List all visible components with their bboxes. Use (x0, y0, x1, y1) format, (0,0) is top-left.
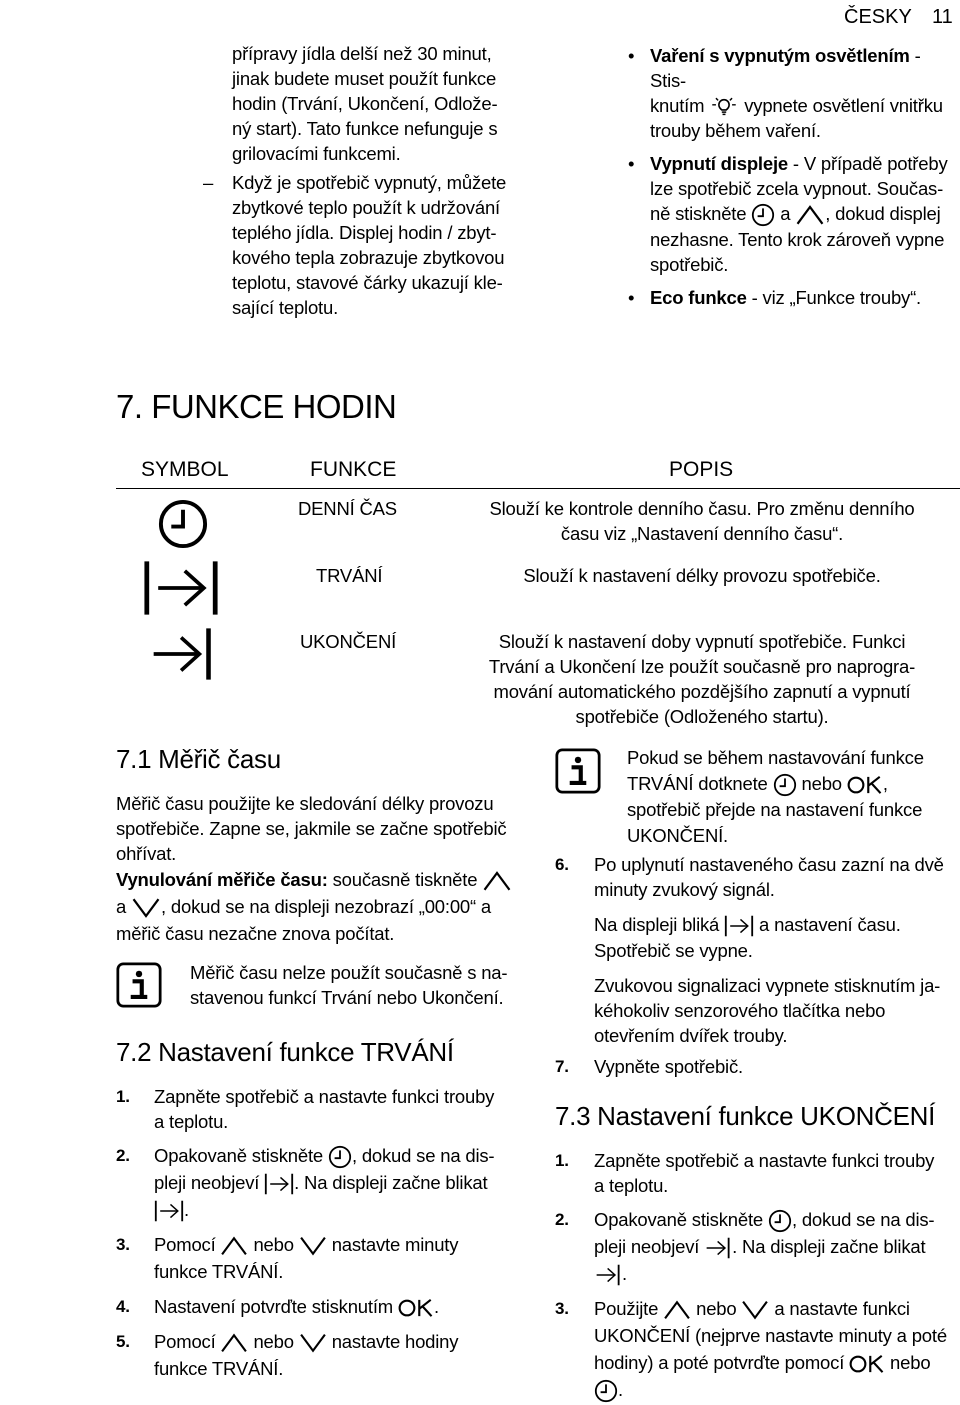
text-line: otevřením dvířek trouby. (594, 1025, 788, 1046)
step-3 (555, 1295, 960, 1403)
bullet-dot: • (628, 287, 635, 309)
step-6-main (555, 852, 960, 1048)
text: Spotřebič se vypne. (594, 940, 753, 961)
text-line: zbytkové teplo použít k udržování (232, 197, 500, 218)
text: Použijte (594, 1298, 659, 1320)
text: , dokud se na dis- (351, 1145, 495, 1166)
text-line: ohřívat. (116, 843, 177, 864)
text: nebo (890, 1352, 931, 1374)
up-arrow-icon (482, 870, 512, 892)
text: Zapněte spotřebič a nastavte funkci trouby (154, 1086, 495, 1107)
text-line: Slouží ke kontrole denního času. Pro změnu denního (489, 498, 915, 519)
language-label: ČESKY (844, 6, 912, 28)
text: a nastavte funkci (774, 1298, 910, 1320)
text: . (622, 1263, 627, 1285)
text: Pomocí (154, 1331, 216, 1353)
text: a teplotu. (594, 1175, 669, 1196)
step-number: 2. (116, 1146, 130, 1165)
text: nezhasne. Tento krok zároveň vypne (650, 229, 945, 251)
ok-icon (849, 1354, 885, 1374)
text: , dokud displej (825, 203, 941, 225)
clock-icon (773, 773, 797, 797)
down-arrow-icon (131, 897, 161, 919)
text: Zapněte spotřebič a nastavte funkci trouby (594, 1150, 935, 1171)
text: , (882, 773, 888, 794)
bullet-dot: • (628, 45, 635, 66)
section-7-1-title: 7.1 Měřič času (116, 744, 281, 774)
text: vypnete osvětlení vnitřku (744, 95, 943, 116)
step-number: 6. (555, 855, 569, 874)
text: a (116, 896, 127, 917)
text: UKONČENÍ. (627, 825, 728, 847)
step-6-sound (594, 973, 960, 1048)
text-line: Když je spotřebič vypnutý, můžete (232, 172, 507, 193)
dash-bullet: – (203, 172, 214, 193)
end-icon (704, 1237, 732, 1259)
text: . Na displeji začne blikat (732, 1236, 926, 1258)
left-paragraph-2 (232, 170, 532, 320)
section-7-3-title: 7.3 Nastavení funkce UKONČENÍ (555, 1101, 936, 1131)
step-6-blink (594, 912, 960, 964)
text: současně tiskněte (327, 869, 478, 890)
step-1 (555, 1148, 960, 1198)
text: lze spotřebič zcela vypnout. Součas- (650, 178, 944, 200)
clock-icon (157, 498, 209, 555)
text: - viz „Funkce trouby“. (746, 287, 921, 309)
text: nastavte minuty (331, 1234, 459, 1256)
text-line: Měřič času nelze použít současně s na- (190, 962, 508, 983)
clock-icon (751, 203, 775, 227)
text: UKONČENÍ (nejprve nastavte minuty a poté (594, 1325, 947, 1347)
step-3 (116, 1231, 536, 1285)
text-line: Zvukovou signalizaci vypnete stisknutím ja- (594, 975, 941, 996)
text: a nastavení času. (759, 914, 901, 935)
text-line: času viz „Nastavení denního času“. (560, 523, 844, 544)
table-header-rule (116, 488, 960, 489)
table-row-funkce: UKONČENÍ (300, 631, 397, 652)
text-line: kéhokoliv senzorového tlačítka nebo (594, 1000, 886, 1021)
ok-icon (847, 775, 883, 795)
text-line: teplotu, stavové čárky ukazují kle- (232, 272, 503, 293)
text: TRVÁNÍ dotknete (627, 773, 768, 794)
text-line: ný start). Tato funkce nefunguje s (232, 118, 498, 139)
text-line: kového tepla zobrazuje zbytkovou (232, 247, 505, 268)
text: nebo (696, 1298, 737, 1320)
text: spotřebič. (650, 254, 729, 276)
header-divider (266, 452, 268, 488)
text-line: minuty zvukový signál. (594, 879, 775, 900)
text: spotřebič přejde na nastavení funkce (627, 799, 923, 821)
text-line: hodin (Trvání, Ukončení, Odlože- (232, 93, 498, 114)
reset-title: Vynulování měřiče času: (116, 869, 328, 890)
text-line: Slouží k nastavení doby vypnutí spotřebiče. Funkci (498, 631, 906, 652)
step-number: 1. (116, 1087, 130, 1106)
table-row-popis (452, 629, 952, 729)
step-number: 1. (555, 1151, 569, 1170)
end-icon (594, 1264, 622, 1286)
text: , dokud se na dis- (791, 1209, 935, 1230)
text: Pokud se během nastavování funkce (627, 747, 924, 768)
s71-paragraph (116, 791, 536, 866)
text: Vypněte spotřebič. (594, 1056, 743, 1077)
text: nebo (253, 1331, 294, 1353)
text: - Stis- (650, 45, 921, 91)
step-number: 3. (555, 1299, 569, 1319)
right-info-note (627, 745, 957, 849)
text: Opakovaně stiskněte (154, 1145, 323, 1166)
left-paragraph-1 (232, 41, 532, 166)
text-line: Trvání a Ukončení lze použít současně pro naprogra- (488, 656, 916, 677)
text: Opakovaně stiskněte (594, 1209, 763, 1230)
text-line: spotřebiče. Zapne se, jakmile se začne spotřebič (116, 818, 507, 839)
down-arrow-icon (299, 1235, 327, 1257)
right-bullets (628, 43, 955, 310)
duration-icon (724, 915, 754, 937)
bullet-title: Vypnutí displeje (650, 153, 788, 175)
end-icon (150, 626, 214, 687)
bullet-eco (628, 285, 955, 310)
table-row-funkce: DENNÍ ČAS (298, 498, 397, 519)
step-5 (116, 1328, 536, 1382)
step-4 (116, 1293, 536, 1320)
clock-icon (328, 1145, 352, 1169)
section-7-2-title: 7.2 Nastavení funkce TRVÁNÍ (116, 1037, 454, 1067)
text: trouby během vaření. (650, 120, 821, 142)
duration-icon (264, 1173, 294, 1195)
text: nebo (253, 1234, 294, 1256)
text-line: Měřič času použijte ke sledování délky provozu (116, 793, 494, 814)
s71-info-note (190, 960, 530, 1010)
text: a teplotu. (154, 1111, 229, 1132)
text: . (618, 1379, 623, 1401)
text: Pomocí (154, 1234, 216, 1256)
text-line: mování automatického pozdějšího zapnutí a vypnutí (493, 681, 911, 702)
text: . (433, 1296, 439, 1318)
text-line: grilovacími funkcemi. (232, 143, 401, 164)
table-row-funkce: TRVÁNÍ (316, 565, 383, 586)
info-icon (555, 748, 601, 799)
text: Nastavení potvrďte stisknutím (154, 1296, 393, 1318)
step-number: 4. (116, 1297, 130, 1317)
text: nastavte hodiny (331, 1331, 459, 1353)
step-6 (555, 852, 960, 1079)
up-arrow-icon (795, 204, 825, 226)
clock-functions-table (116, 452, 960, 489)
header-funkce: FUNKCE (310, 458, 397, 481)
text: , dokud se na displeji nezobrazí „00:00“ a (161, 896, 491, 917)
up-arrow-icon (220, 1332, 248, 1354)
down-arrow-icon (299, 1332, 327, 1354)
header-divider (452, 452, 454, 488)
table-row-popis (452, 496, 952, 546)
up-arrow-icon (220, 1235, 248, 1257)
table-row-popis (452, 563, 952, 588)
text: hodiny) a poté potvrďte pomocí (594, 1352, 845, 1374)
text-line: spotřebiče (Odloženého startu). (575, 706, 829, 727)
text: měřič času nezačne znova počítat. (116, 923, 395, 944)
duration-icon (143, 559, 219, 622)
text-line: teplého jídla. Displej hodin / zbyt- (232, 222, 497, 243)
up-arrow-icon (663, 1299, 691, 1321)
bullet-light-off (628, 43, 955, 143)
step-number: 3. (116, 1235, 130, 1255)
step-2 (116, 1142, 536, 1223)
s72-steps (116, 1084, 536, 1382)
text: a (780, 203, 791, 225)
step-1 (116, 1084, 536, 1134)
text: - V případě potřeby (787, 153, 948, 175)
clock-icon (594, 1379, 618, 1403)
step-number: 5. (116, 1332, 130, 1352)
text-line: Po uplynutí nastaveného času zazní na dvě (594, 854, 944, 875)
text: ně stiskněte (650, 203, 747, 225)
header-popis: POPIS (669, 458, 734, 481)
text: nebo (801, 773, 842, 794)
section-7-title: 7. FUNKCE HODIN (116, 388, 397, 425)
step-7 (555, 1054, 960, 1079)
text-line: Slouží k nastavení délky provozu spotřebiče. (523, 565, 881, 586)
s71-reset (116, 866, 536, 947)
clock-icon (768, 1209, 792, 1233)
text: pleji neobjeví (154, 1172, 260, 1194)
text: pleji neobjeví (594, 1236, 700, 1258)
text: Na displeji bliká (594, 914, 720, 935)
light-icon (709, 96, 739, 118)
table-header (116, 452, 960, 489)
step-number: 7. (555, 1057, 569, 1076)
bullet-title: Eco funkce (650, 287, 747, 309)
step-2 (555, 1206, 960, 1287)
bullet-title: Vaření s vypnutým osvětlením (650, 45, 910, 66)
duration-icon (154, 1200, 184, 1222)
step-number: 2. (555, 1210, 569, 1229)
bullet-dot: • (628, 153, 635, 175)
text: . (184, 1199, 189, 1221)
page-number: 11 (932, 6, 953, 28)
text-line: stavenou funkcí Trvání nebo Ukončení. (190, 987, 504, 1008)
info-icon (116, 962, 162, 1013)
bullet-display-off (628, 151, 955, 277)
text: knutím (650, 95, 705, 116)
header-symbol: SYMBOL (141, 458, 229, 481)
text-line: sající teplotu. (232, 297, 339, 318)
text-line: jinak budete muset použít funkce (232, 68, 497, 89)
down-arrow-icon (741, 1299, 769, 1321)
s73-steps (555, 1148, 960, 1403)
text: funkce TRVÁNÍ. (154, 1358, 284, 1380)
text: funkce TRVÁNÍ. (154, 1261, 284, 1283)
text-line: přípravy jídla delší než 30 minut, (232, 43, 492, 64)
ok-icon (398, 1298, 434, 1318)
text: . Na displeji začne blikat (294, 1172, 488, 1194)
